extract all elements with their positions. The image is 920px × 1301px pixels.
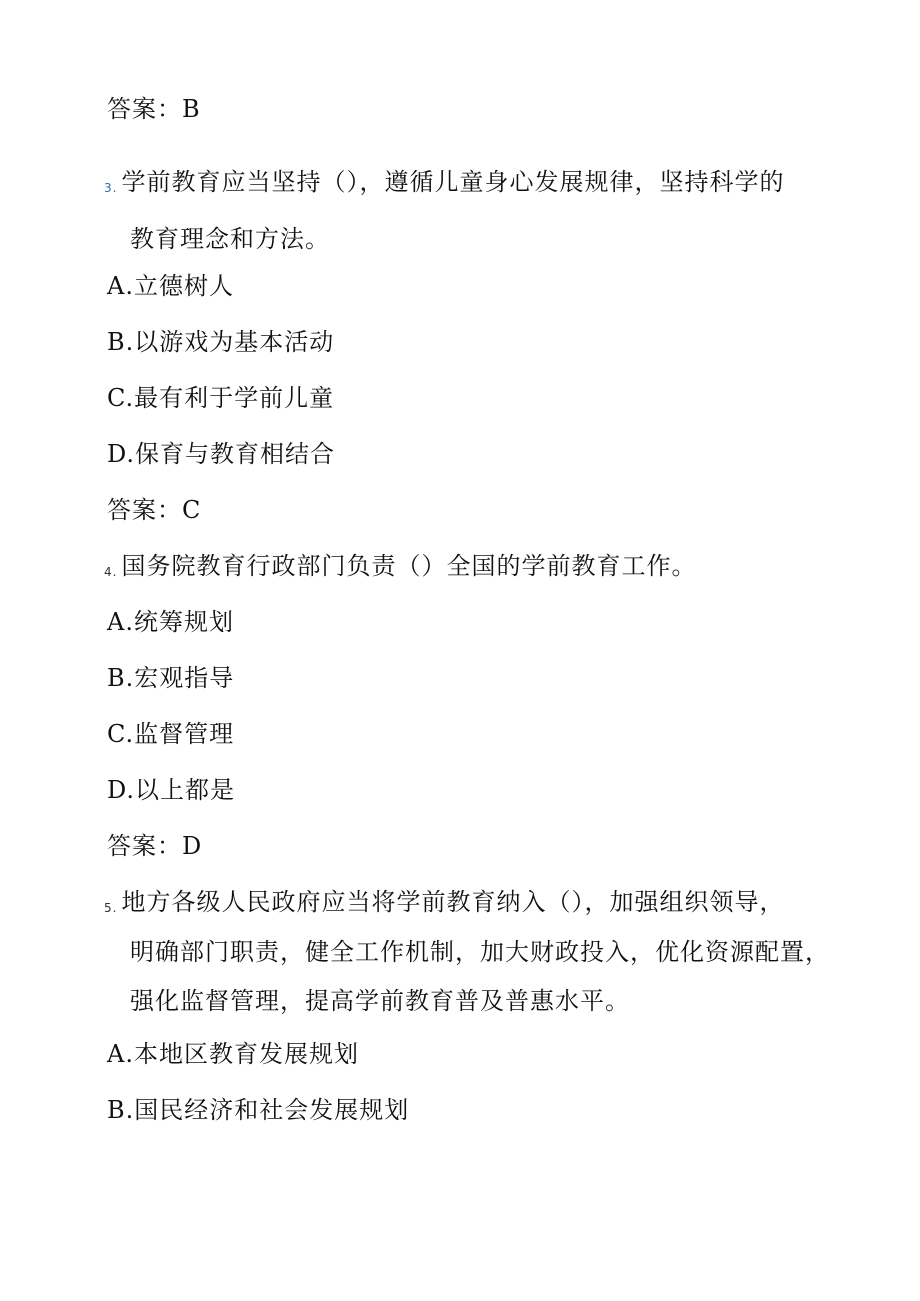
answer-line: 答案：B — [107, 95, 201, 123]
option-line: B.以游戏为基本活动 — [107, 328, 335, 356]
option-line: B.国民经济和社会发展规划 — [107, 1096, 410, 1124]
question-5-line-2: 明确部门职责，健全工作机制，加大财政投入，优化资源配置， — [130, 938, 830, 966]
question-number: 3. — [104, 181, 118, 195]
question-number: 5. — [104, 901, 118, 915]
question-5-line-1: 5. 地方各级人民政府应当将学前教育纳入（），加强组织领导， — [104, 888, 785, 916]
question-number: 4. — [104, 565, 118, 579]
answer-line: 答案：D — [107, 832, 203, 860]
option-line: A.本地区教育发展规划 — [107, 1040, 359, 1068]
option-line: C.监督管理 — [107, 720, 235, 748]
option-line: B.宏观指导 — [107, 664, 235, 692]
option-line: A.立德树人 — [107, 272, 234, 300]
option-line: D.保育与教育相结合 — [107, 440, 336, 468]
option-line: D.以上都是 — [107, 776, 236, 804]
option-line: C.最有利于学前儿童 — [107, 384, 335, 412]
question-3-line-2: 教育理念和方法。 — [130, 225, 330, 253]
answer-line: 答案：C — [107, 496, 202, 524]
question-3-line-1: 3. 学前教育应当坚持（），遵循儿童身心发展规律，坚持科学的 — [104, 168, 785, 196]
option-line: A.统筹规划 — [107, 608, 234, 636]
question-5-line-3: 强化监督管理，提高学前教育普及普惠水平。 — [130, 987, 630, 1015]
question-4-line-1: 4. 国务院教育行政部门负责（）全国的学前教育工作。 — [104, 552, 697, 580]
